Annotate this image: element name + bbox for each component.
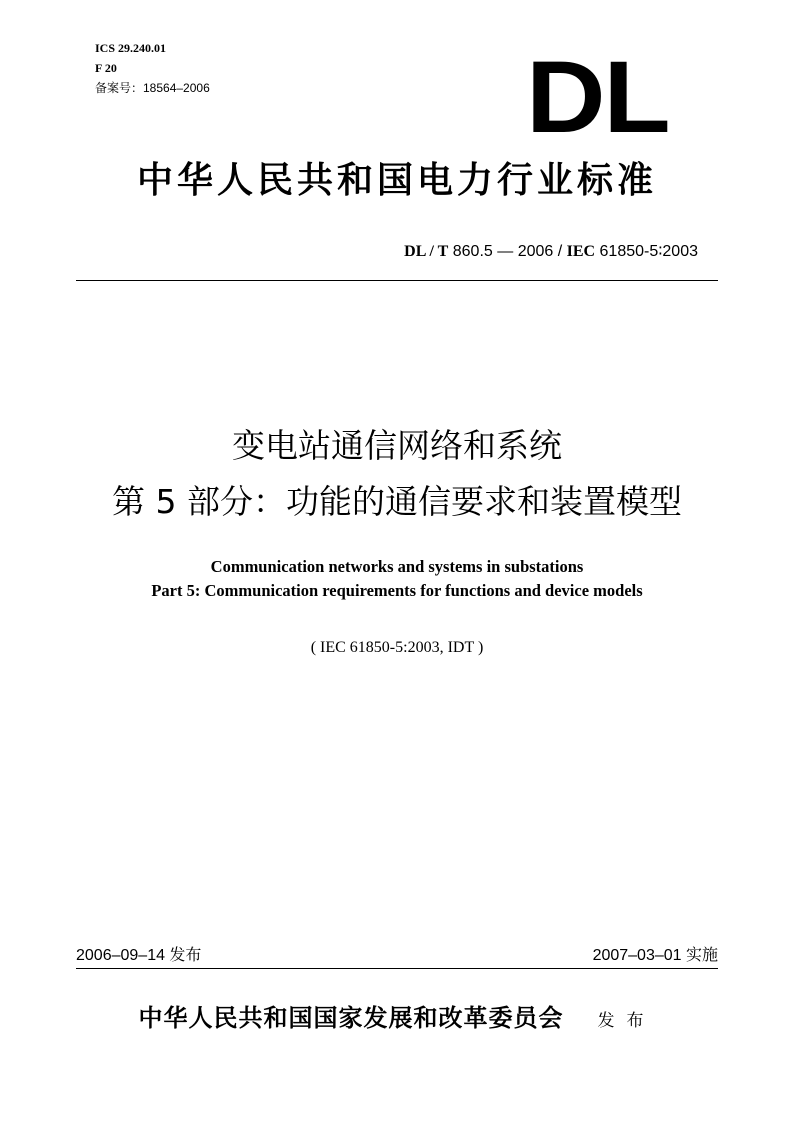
standard-title: 中华人民共和国电力行业标准 — [136, 159, 657, 201]
filing-number: 备案号：18564–2006 — [95, 81, 210, 95]
classification-code: F 20 — [95, 61, 117, 75]
publisher-organization: 中华人民共和国国家发展和改革委员会 — [138, 1003, 564, 1032]
bottom-divider — [76, 968, 718, 969]
equivalence-note: ( IEC 61850-5:2003, IDT ) — [310, 639, 484, 656]
dl-logo: DL — [526, 40, 669, 154]
standard-number-iec: IEC — [566, 243, 596, 260]
ics-code: ICS 29.240.01 — [95, 41, 167, 55]
standard-number — [404, 240, 698, 264]
title-en-line1: Communication networks and systems in substations — [210, 557, 584, 576]
header-meta — [95, 38, 210, 98]
title-cn-line2: 第 5 部分：功能的通信要求和装置模型 — [112, 482, 682, 521]
implement-date: 2007–03–01 实施 — [592, 947, 718, 964]
standard-number-prefix: DL / T — [404, 243, 449, 260]
publisher — [0, 1000, 794, 1036]
top-divider — [76, 280, 718, 281]
issue-date: 2006–09–14 发布 — [76, 947, 202, 964]
title-cn-line1: 变电站通信网络和系统 — [232, 426, 562, 465]
standard-number-main: 860.5 — 2006 / — [448, 243, 567, 260]
standard-number-iec-rest: 61850-5∶2003 — [595, 243, 698, 260]
publisher-action: 发布 — [597, 1011, 656, 1031]
title-en-line2: Part 5: Communication requirements for functions and device models — [151, 581, 643, 600]
